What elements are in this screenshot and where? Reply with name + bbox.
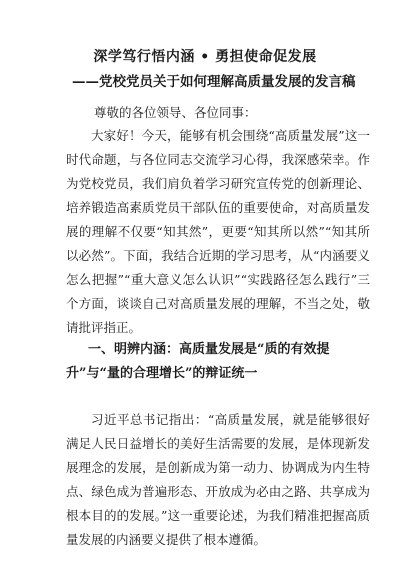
- document-subtitle: ——党校党员关于如何理解高质量发展的发言稿: [72, 74, 356, 90]
- section-heading-1: 一、明辨内涵：高质量发展是“质的有效提升”与“量的合理增长”的辩证统一: [66, 342, 330, 381]
- greeting-line: 尊敬的各位领导、各位同事：: [94, 105, 257, 120]
- section-1-paragraph: 习近平总书记指出：“高质量发展，就是能够很好满足人民日益增长的美好生活需要的发展，是体现新发展理念的发展，是创新成为第一动力、协调成为内生特点、绿色成为普遍形态、开放成为必由之路、共享成为根本目的的发展。”这一重要论述，为我们精准把握高质量发展的内涵要义提供了根本遵循。: [66, 412, 370, 547]
- opening-paragraph: 大家好！今天，能够有机会围绕“高质量发展”这一时代命题，与各位同志交流学习心得，我深感荣幸。作为党校党员，我们肩负着学习研究宣传党的创新理论、培养锻造高素质党员干部队伍的重要使命，对高质量发展的理解不仅要“知其然”，更要“知其所以然”“知其所以必然”。下面，我结合近期的学习思考，从“内涵要义怎么把握”“重大意义怎么认识”“实践路径怎么践行”三个方面，谈谈自己对高质量发展的理解，不当之处，敬请批评指正。: [66, 128, 370, 335]
- document-title: 深学笃行悟内涵 • 勇担使命促发展: [93, 49, 317, 65]
